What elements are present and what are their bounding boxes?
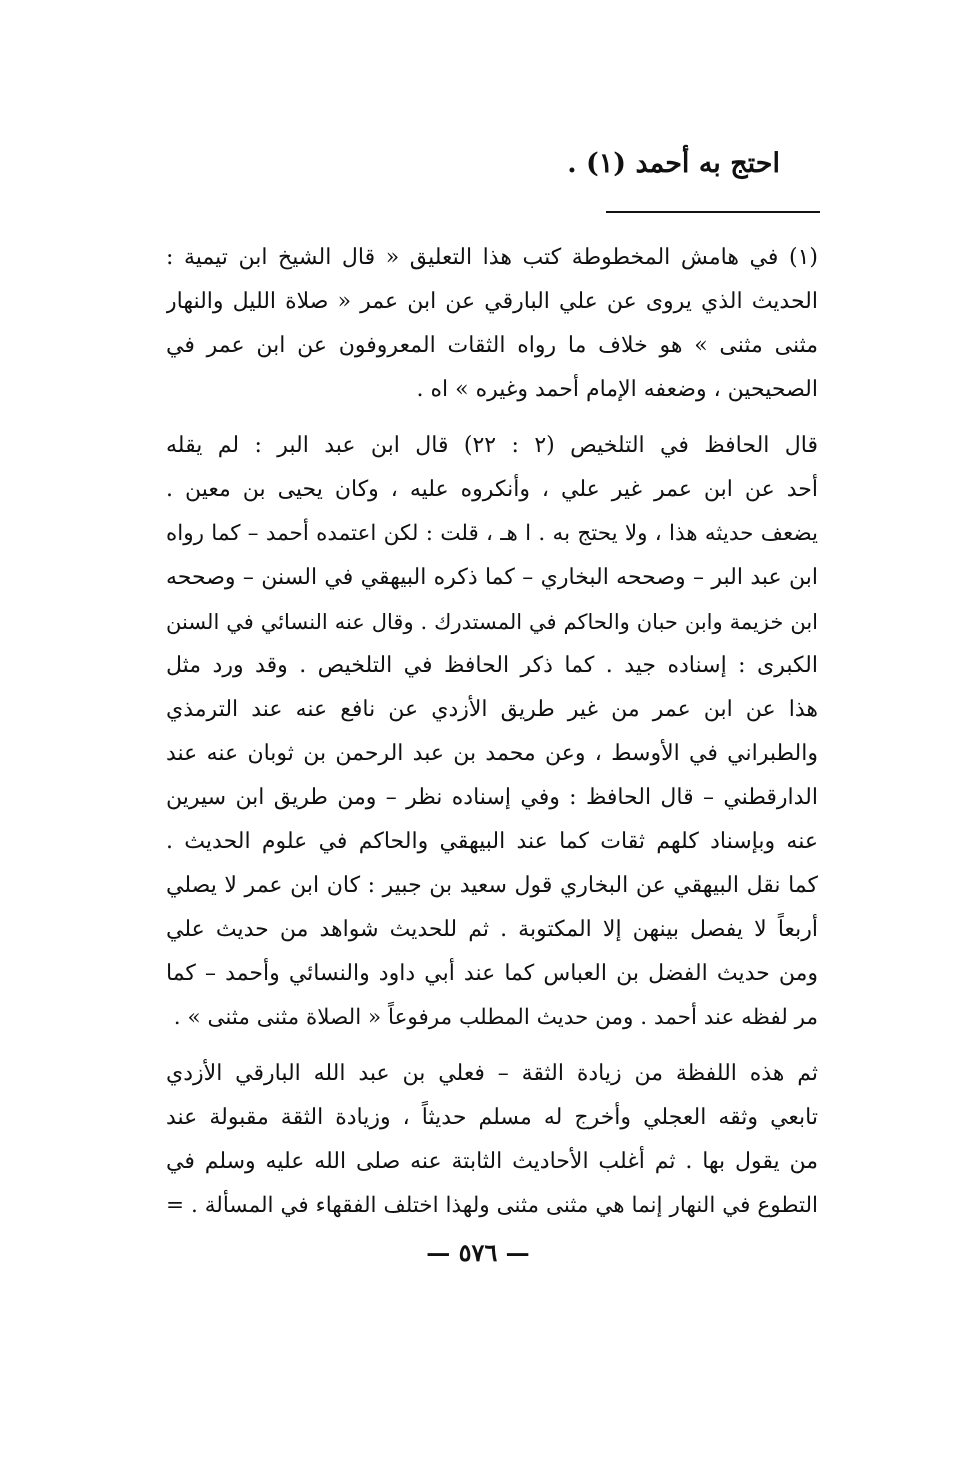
text-line: الكبرى : إسناده جيد . كما ذكر الحافظ في التلخيص . وقد ورد مثل xyxy=(166,653,818,678)
text-line: عنه وبإسناد كلهم ثقات كما عند البيهقي والحاكم في علوم الحديث . xyxy=(166,829,818,854)
text-line: التطوع في النهار إنما هي مثنى مثنى ولهذا اختلف الفقهاء في المسألة . = xyxy=(166,1193,818,1218)
footnote-line: (١) في هامش المخطوطة كتب هذا التعليق « قال الشيخ ابن تيمية : xyxy=(166,245,818,270)
text-line: أحد عن ابن عمر غير علي ، وأنكروه عليه ، وكان يحيى بن معين . xyxy=(166,477,818,502)
footnote-separator-rule xyxy=(606,211,820,213)
text-line: والطبراني في الأوسط ، وعن محمد بن عبد الرحمن بن ثوبان عنه عند xyxy=(166,741,818,766)
text-line: يضعف حديثه هذا ، ولا يحتج به . ا هـ ، قلت : لكن اعتمده أحمد – كما رواه xyxy=(166,521,818,546)
footnote-line: الحديث الذي يروى عن علي البارقي عن ابن عمر « صلاة الليل والنهار xyxy=(166,289,818,314)
text-line: تابعي وثقه العجلي وأخرج له مسلم حديثاً ، وزيادة الثقة مقبولة عند xyxy=(166,1105,818,1130)
page-heading: احتج به أحمد (١) . xyxy=(567,148,780,179)
text-line: ابن خزيمة وابن حبان والحاكم في المستدرك . وقال عنه النسائي في السنن xyxy=(166,610,818,634)
text-line: ثم هذه اللفظة من زيادة الثقة – فعلي بن عبد الله البارقي الأزدي xyxy=(166,1061,818,1086)
text-line: من يقول بها . ثم أغلب الأحاديث الثابتة عنه صلى الله عليه وسلم في xyxy=(166,1149,818,1174)
page-number: — ٥٧٦ — xyxy=(426,1238,530,1267)
text-line: كما نقل البيهقي عن البخاري قول سعيد بن جبير : كان ابن عمر لا يصلي xyxy=(166,873,818,898)
text-line: هذا عن ابن عمر من غير طريق الأزدي عن نافع عنه عند الترمذي xyxy=(166,697,818,722)
text-line: مر لفظه عند أحمد . ومن حديث المطلب مرفوعاً « الصلاة مثنى مثنى » . xyxy=(173,1005,818,1030)
text-line: ومن حديث الفضل بن العباس كما عند أبي داود والنسائي وأحمد – كما xyxy=(166,961,818,986)
footnote-line: الصحيحين ، وضعفه الإمام أحمد وغيره » اه . xyxy=(416,377,818,402)
text-line: ابن عبد البر – وصححه البخاري – كما ذكره البيهقي في السنن – وصححه xyxy=(166,565,818,590)
text-line: أربعاً لا يفصل بينهن إلا المكتوبة . ثم للحديث شواهد من حديث علي xyxy=(166,917,818,942)
text-line: الدارقطني – قال الحافظ : وفي إسناده نظر – ومن طريق ابن سيرين xyxy=(166,785,818,810)
text-line: قال الحافظ في التلخيص (٢ : ٢٢) قال ابن عبد البر : لم يقله xyxy=(166,433,818,458)
footnote-line: مثنى مثنى » هو خلاف ما رواه الثقات المعروفون عن ابن عمر في xyxy=(166,333,818,358)
